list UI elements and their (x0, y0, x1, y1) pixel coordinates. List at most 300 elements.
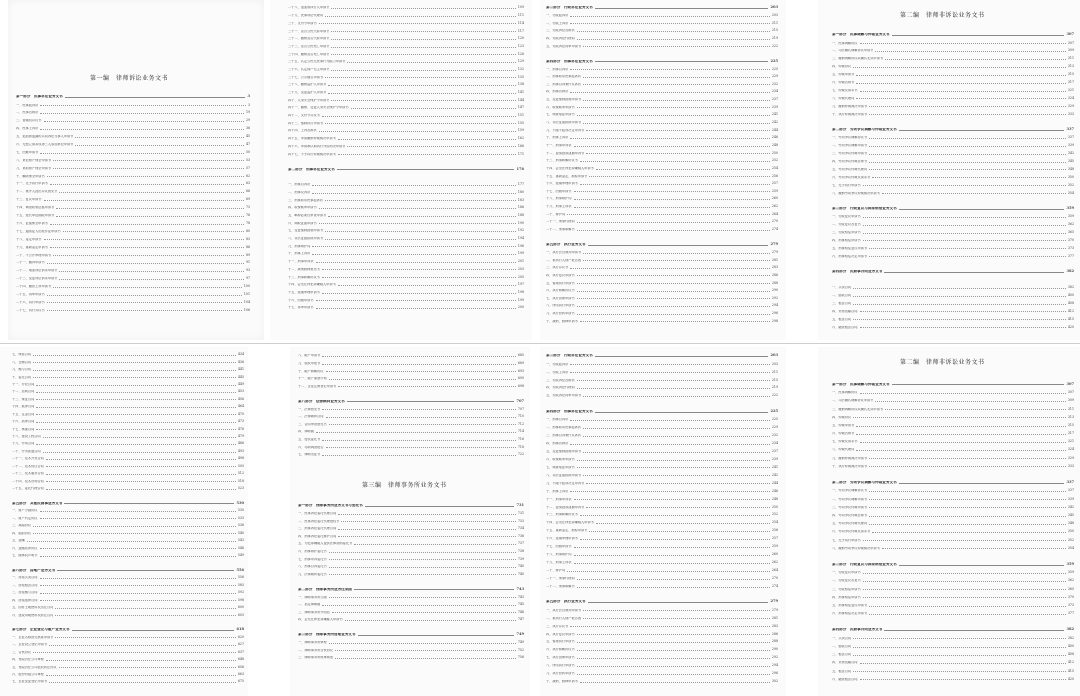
toc-entry (546, 216, 778, 224)
toc-entry (546, 564, 778, 572)
toc-entry (546, 71, 778, 79)
toc-entry (16, 249, 250, 257)
toc-page-number: 731 (516, 503, 524, 507)
toc-entry (832, 394, 1074, 402)
toc-blank-line (288, 156, 524, 164)
toc-entry-title: 十、减刑、假释申请书 (546, 319, 578, 323)
toc-entry (288, 133, 524, 141)
toc-entry-title: 一、财产分割协议 (12, 509, 38, 513)
toc-page-number: 242 (771, 472, 778, 477)
toc-entry-title: 第四部分 民商事合同业务文书 (832, 270, 883, 274)
toc-page-number: 337 (1066, 479, 1074, 484)
toc-page-number: 743 (517, 594, 524, 599)
toc-entry-title: 十六、延期审理申请书 (546, 537, 578, 541)
toc-entry (546, 366, 778, 374)
toc-page-number: 186 (517, 205, 524, 210)
toc-blank-line (546, 588, 778, 596)
toc-entry-title: 五、变更强制措施申请书 (546, 449, 582, 453)
toc-entry (832, 313, 1074, 321)
toc-entry (546, 644, 778, 652)
toc-entry-title: 二十、劳务派遣合同 (12, 449, 41, 453)
toc-entry (12, 587, 244, 594)
toc-blank-line (298, 576, 524, 584)
toc-entry-title: 四、执行复议申请书 (546, 632, 575, 636)
toc-list (546, 2, 778, 323)
toc-page-number: 260 (771, 196, 778, 201)
toc-entry (832, 403, 1074, 411)
toc-page-number: 80 (245, 228, 250, 233)
toc-entry (546, 86, 778, 94)
toc-entry (546, 358, 778, 366)
toc-page-number: 382 (1066, 627, 1074, 632)
toc-entry (16, 217, 250, 225)
toc-page-number: 648 (237, 657, 244, 662)
toc-section-heading (546, 2, 778, 10)
dot-leader (316, 308, 516, 309)
toc-page-number: 205 (517, 274, 524, 279)
toc-entry (298, 644, 524, 652)
toc-entry (288, 17, 524, 25)
toc-entry-title: 十八、建设工程合同 (12, 435, 41, 439)
toc-entry (546, 374, 778, 382)
toc-page-number: 215 (771, 377, 778, 382)
toc-list (546, 350, 778, 683)
toc-entry-title: 二十、辩护词 (546, 212, 566, 216)
toc-page-number: 695 (517, 376, 524, 381)
toc-page-number: 324 (1067, 447, 1074, 452)
dot-leader (580, 682, 770, 683)
toc-entry-title: 第一部分 民事调解与仲裁业务文书 (832, 382, 890, 386)
toc-section-heading (832, 203, 1074, 211)
toc-page-number: 129 (517, 59, 524, 64)
toc-page-number: 359 (1067, 570, 1074, 575)
toc-entry (832, 517, 1074, 525)
toc-page-number: 162 (517, 136, 524, 141)
toc-page-number: 264 (771, 211, 778, 216)
toc-entry (546, 33, 778, 41)
toc-entry-title: 一、行政复议申请书 (832, 215, 861, 219)
toc-entry-title: 第八部分 法律顾问业务文书 (298, 399, 345, 403)
toc-page-number: 244 (771, 480, 778, 485)
toc-page-number: 298 (771, 318, 778, 323)
toc-page-number: 637 (237, 649, 244, 654)
toc-entry-title: 第二部分 劳动争议调解与仲裁业务文书 (832, 480, 897, 484)
toc-page-number: 315 (1067, 422, 1074, 427)
toc-entry-title: 二、劳动争议调解申请书 (832, 144, 868, 148)
toc-entry (12, 647, 244, 654)
toc-entry (288, 79, 524, 87)
toc-blank-line (832, 116, 1074, 124)
toc-entry (298, 411, 524, 419)
toc-page-number: 337 (1067, 135, 1074, 140)
toc-entry (546, 437, 778, 445)
toc-entry-title: 十三、刑事和解协议书 (546, 159, 578, 163)
toc-entry-title: 三十五、认定公民无民事行为能力申请书 (288, 60, 346, 64)
toc-entry (546, 269, 778, 277)
toc-entry-title: 十八、鉴定申请书 (16, 237, 42, 241)
toc-entry (298, 591, 524, 599)
toc-entry (832, 45, 1074, 53)
toc-page-number: 180 (517, 189, 524, 194)
toc-section-heading (298, 500, 524, 508)
toc-page-number: 556 (237, 575, 244, 580)
toc-page-number: 211 (771, 369, 778, 374)
toc-entry (16, 186, 250, 194)
toc-entry-title: 二十二、技术转让合同 (12, 464, 44, 468)
toc-page-number: 239 (771, 456, 778, 461)
toc-page-number: 254 (771, 165, 778, 170)
toc-page-number: 408 (1067, 652, 1074, 657)
toc-page-5 (0, 347, 248, 696)
toc-entry (12, 676, 244, 683)
toc-entry-title: 五、行政诉讼再审申请书 (546, 394, 582, 398)
toc-entry (546, 147, 778, 155)
toc-page-number: 365 (1067, 229, 1074, 234)
toc-entry (832, 108, 1074, 116)
toc-page-number: 257 (771, 536, 778, 541)
toc-entry-title: 二十、不公开审理申请书 (16, 253, 52, 257)
toc-entry (12, 416, 244, 423)
toc-page-number: 203 (770, 353, 778, 358)
toc-entry-title: 十二、案外人提出异议意见书 (16, 190, 58, 194)
toc-entry (12, 520, 244, 527)
toc-entry (832, 226, 1074, 234)
toc-page-number: 229 (771, 74, 778, 79)
toc-entry (832, 452, 1074, 460)
toc-entry (12, 468, 244, 475)
toc-page-number: 250 (771, 504, 778, 509)
toc-entry-title: 三十六、认定财产无主申请书 (288, 67, 330, 71)
toc-entry-title: 二十一、撤诉申请书 (16, 261, 45, 265)
toc-entry (832, 321, 1074, 329)
toc-page-6 (290, 347, 530, 696)
toc-page-number: 473 (237, 419, 244, 424)
toc-entry (288, 40, 524, 48)
toc-list-2 (298, 500, 524, 659)
toc-entry-title: 三十二、撤销宣告失踪申请书 (288, 37, 330, 41)
toc-blank-line (832, 550, 1074, 558)
toc-entry-title: 第一部分 民事调解与仲裁业务文书 (832, 33, 890, 37)
toc-page-number: 248 (771, 142, 778, 147)
toc-entry-title: 二十九、民事诉讼代理词 (288, 14, 324, 18)
toc-page-number: 536 (237, 523, 244, 528)
toc-entry (16, 209, 250, 217)
toc-page-number: 117 (517, 28, 524, 33)
toc-page-number: 279 (770, 241, 778, 246)
toc-page-number: 739 (517, 556, 524, 561)
toc-entry (288, 248, 524, 256)
toc-entry (546, 556, 778, 564)
toc-page-number: 675 (237, 679, 244, 684)
toc-entry-title: 四十七、不予执行仲裁裁决申请书 (288, 152, 336, 156)
toc-entry (288, 148, 524, 156)
toc-entry-title: 五、有限责任公司股权转让协议 (12, 665, 57, 669)
toc-page-number: 382 (1066, 269, 1074, 274)
toc-page-number: 530 (236, 500, 244, 505)
toc-entry-title: 二、被执行人财产报告表 (546, 616, 582, 620)
toc-entry (298, 515, 524, 523)
toc-entry (546, 652, 778, 660)
toc-page-number: 470 (237, 411, 244, 416)
toc-entry (832, 673, 1074, 681)
toc-page-number: 114 (517, 20, 524, 25)
toc-entry (546, 429, 778, 437)
toc-entry (546, 162, 778, 170)
toc-page-number: 62 (245, 173, 250, 178)
toc-entry (546, 668, 778, 676)
toc-entry-title: 第一部分 律师事务所业务文书与委托书 (298, 504, 363, 507)
toc-entry (12, 580, 244, 587)
toc-entry-title: 六、建设用地使用权转让合同 (12, 613, 54, 617)
toc-entry-title: 二、行政上诉状 (546, 21, 569, 25)
toc-page-number: 736 (517, 533, 524, 538)
toc-entry-title: 二、被执行人财产报告表 (546, 258, 582, 262)
toc-entry-title: 八、仓储合同 (12, 360, 32, 364)
dot-leader (49, 682, 236, 683)
toc-entry (832, 84, 1074, 92)
toc-page-number: 329 (1067, 455, 1074, 460)
toc-entry (546, 612, 778, 620)
toc-page-number: 296 (771, 671, 778, 676)
toc-entry-title: 四十三、强制执行申请书 (288, 121, 324, 125)
dot-leader (322, 455, 516, 456)
toc-entry-title: 十一、行纪合同 (12, 382, 35, 386)
toc-page-number: 456 (237, 396, 244, 401)
toc-entry (546, 477, 778, 485)
toc-page-number: 352 (1067, 537, 1074, 542)
toc-page-number: 151 (517, 113, 524, 118)
toc-entry-title: 二十三、变更诉讼请求申请书 (16, 277, 58, 281)
toc-entry (12, 453, 244, 460)
toc-page-number: 415 (1067, 668, 1074, 673)
toc-page-number: 505 (237, 463, 244, 468)
toc-entry-title: 十三、保证合同 (12, 397, 35, 401)
toc-entry (288, 33, 524, 41)
toc-blank-line (546, 398, 778, 406)
toc-page-number: 348 (1067, 521, 1074, 526)
toc-entry-title: 一、民事调解协议 (832, 391, 858, 395)
toc-page-number: 83 (245, 236, 250, 241)
toc-page-number: 740 (517, 571, 524, 576)
toc-entry-title: 三、行政诉讼答辩状 (546, 378, 575, 382)
toc-page-number: 373 (1067, 245, 1074, 250)
toc-page-number: 313 (1067, 414, 1074, 419)
toc-page-number: 737 (517, 541, 524, 546)
toc-page-number: 259 (771, 544, 778, 549)
toc-entry-title: 七、仲裁反请求书 (832, 440, 858, 444)
toc-page-number: 339 (1067, 143, 1074, 148)
toc-entry-title: 四、行政诉讼代理词 (546, 386, 575, 390)
toc-entry (832, 566, 1074, 574)
toc-entry (832, 665, 1074, 673)
toc-entry (288, 302, 524, 310)
toc-entry (546, 421, 778, 429)
toc-entry-title: 四、货物运输合同 (832, 309, 858, 313)
toc-page-number: 283 (771, 623, 778, 628)
toc-blank-line (546, 231, 778, 239)
toc-entry (546, 469, 778, 477)
toc-section-heading (832, 624, 1074, 632)
toc-entry-title: 八、撤销劳动争议仲裁裁决申请书 (832, 546, 880, 550)
toc-entry (832, 147, 1074, 155)
toc-page-number: 420 (1067, 324, 1074, 329)
toc-entry-title: 五、仲裁申请书 (832, 423, 855, 427)
toc-page-number: 707 (516, 398, 524, 403)
toc-entry-title: 五、租赁合同 (832, 669, 852, 673)
toc-page-number: 274 (771, 583, 778, 588)
toc-entry-title: 四、民事上诉状 (16, 127, 39, 131)
toc-page-number: 752 (517, 647, 524, 652)
toc-entry-title: 四、行政诉讼代理词 (546, 37, 575, 40)
toc-entry-title: 十、刑事上诉状 (288, 252, 311, 256)
toc-section-heading (832, 29, 1074, 37)
toc-page-number: 262 (771, 560, 778, 565)
toc-page-number: 225 (771, 66, 778, 71)
toc-entry-title: 四、刑事赔偿申请书 (832, 595, 861, 599)
toc-entry (12, 423, 244, 430)
toc-entry (16, 257, 250, 265)
toc-entry-title: 第三部分 律师事务所管理业务文书 (298, 633, 356, 637)
toc-entry-title: 二、法律顾问合同 (298, 415, 324, 419)
toc-page-number: 200 (517, 305, 524, 310)
toc-page-number: 141 (517, 90, 524, 95)
toc-entry (546, 485, 778, 493)
toc-entry (298, 426, 524, 434)
toc-page-number: 722 (517, 452, 524, 457)
toc-page-number: 219 (771, 36, 778, 40)
toc-section-heading (12, 565, 244, 572)
toc-entry (12, 356, 244, 363)
toc-entry-title: 六、取保候审申请书 (546, 105, 575, 109)
toc-section-heading (832, 124, 1074, 132)
toc-page-number: 259 (771, 188, 778, 193)
toc-section-heading (12, 498, 244, 505)
toc-page-number: 600 (237, 605, 244, 610)
toc-entry-title: 十二、减刑假释意见书 (288, 267, 320, 271)
toc-page-number: 196 (517, 243, 524, 248)
toc-entry-title: 六、取保候审申请书 (546, 457, 575, 461)
toc-entry-title: 四十五、申请撤销仲裁裁决申请书 (288, 137, 336, 141)
toc-entry (546, 117, 778, 125)
toc-entry (832, 460, 1074, 468)
toc-entry-title: 十九、劳动合同 (12, 442, 35, 446)
toc-entry-title: 九、赠与合同 (12, 368, 32, 372)
toc-entry-title: 十二、提请批准逮捕申诉书 (546, 505, 585, 509)
toc-entry-title: 十七、通知证人出庭作证申请书 (16, 229, 61, 233)
toc-entry (288, 240, 524, 248)
toc-entry (546, 660, 778, 668)
toc-entry (288, 279, 524, 287)
toc-blank-line (832, 274, 1074, 282)
toc-entry-title: 十四、会见在押犯罪嫌疑人申请书 (546, 166, 594, 170)
toc-entry (832, 68, 1074, 76)
toc-entry-title: 第二部分 刑事诉讼业务文书 (288, 167, 335, 171)
toc-page-number: 434 (237, 352, 244, 357)
toc-entry-title: 十五、延期审理申请书 (288, 290, 320, 294)
toc-entry-title: 二、行政复议答复书 (832, 223, 861, 227)
toc-entry (546, 300, 778, 308)
toc-entry-title: 二、财产约定协议 (12, 516, 38, 520)
toc-entry-title: 三、刑事自诉案件反诉状 (546, 82, 582, 86)
toc-list (12, 349, 244, 684)
toc-entry (832, 210, 1074, 218)
toc-blank-line (832, 258, 1074, 266)
toc-entry-title: 三、执行异议书 (546, 266, 569, 270)
toc-entry-title: 十四、抵押合同 (12, 405, 35, 409)
toc-entry-title: 三、撤销调解协议或确认无效申请书 (832, 57, 883, 61)
toc-entry (546, 101, 778, 109)
toc-page-number: 533 (237, 515, 244, 520)
toc-entry-title: 十、解除保全申请书 (16, 174, 45, 178)
toc-entry (12, 639, 244, 646)
toc-entry (12, 669, 244, 676)
toc-entry-title: 二十五、再审申请书 (16, 292, 45, 296)
toc-entry-title: 三十四、撤销宣告死亡申请书 (288, 52, 330, 56)
toc-entry-title: 七、先予执行申请书 (832, 538, 861, 542)
toc-entry (16, 146, 250, 154)
toc-entry-title: 二、劳动争议调解申请书 (832, 497, 868, 501)
toc-page-number: 106 (243, 307, 250, 312)
toc-page-number: 203 (771, 13, 778, 18)
toc-entry-title: 四、刑事赔偿申请书 (832, 238, 861, 242)
toc-entry (832, 534, 1074, 542)
toc-page-number: 693 (517, 368, 524, 373)
toc-page-number: 329 (1067, 103, 1074, 108)
toc-page-number: 91 (245, 260, 250, 265)
toc-page-number: 348 (1067, 166, 1074, 171)
toc-entry (288, 187, 524, 195)
toc-entry-title: 十四、会见在押犯罪嫌疑人申请书 (288, 283, 336, 287)
toc-entry-title: 一、行政起诉状 (546, 362, 569, 366)
toc-entry-title: 二十二、刑事和解书 (546, 228, 575, 232)
toc-entry (546, 10, 778, 18)
part-heading: 第二编 律师非诉讼业务文书 (900, 12, 985, 19)
toc-entry-title: 四、货物运输合同 (832, 661, 858, 665)
toc-entry (832, 187, 1074, 195)
toc-page-number: 50 (245, 149, 250, 154)
toc-entry (546, 315, 778, 323)
toc-entry (288, 225, 524, 233)
toc-entry (832, 444, 1074, 452)
toc-entry (298, 553, 524, 561)
toc-page-number: 215 (771, 28, 778, 33)
toc-page-8 (818, 347, 1080, 696)
toc-entry-title: 十五、延长举证期限申请书 (16, 214, 55, 218)
toc-entry-title: 十一、刑事申诉状 (546, 497, 572, 501)
toc-entry-title: 二十一、刑事代理词 (546, 576, 575, 580)
toc-entry (288, 56, 524, 64)
toc-page-number: 232 (771, 433, 778, 438)
toc-entry-title: 九、撤销仲裁裁决申请书 (832, 456, 868, 460)
toc-page-3 (540, 0, 786, 340)
toc-entry-title: 二、房屋租赁合同 (12, 583, 38, 587)
toc-page-number: 540 (237, 530, 244, 535)
toc-entry-title: 六、执行和解协议书 (546, 289, 575, 293)
toc-page-number: 252 (771, 512, 778, 517)
toc-page-number: 132 (517, 66, 524, 71)
toc-page-number: 337 (1067, 488, 1074, 493)
toc-entry-title: 第六部分 房地产业务文书 (12, 568, 56, 572)
toc-page-number: 493 (237, 448, 244, 453)
toc-entry-title: 一、律师事务所公函 (298, 595, 327, 599)
toc-page-number: 354 (1067, 545, 1074, 550)
toc-entry-title: 三、刑事自诉案件反诉状 (546, 434, 582, 438)
toc-entry-title: 六、尽职调查报告 (298, 445, 324, 449)
toc-page-number: 279 (770, 599, 778, 604)
toc-page-number: 126 (517, 51, 524, 56)
toc-entry (298, 637, 524, 645)
toc-page-number: 283 (771, 265, 778, 270)
